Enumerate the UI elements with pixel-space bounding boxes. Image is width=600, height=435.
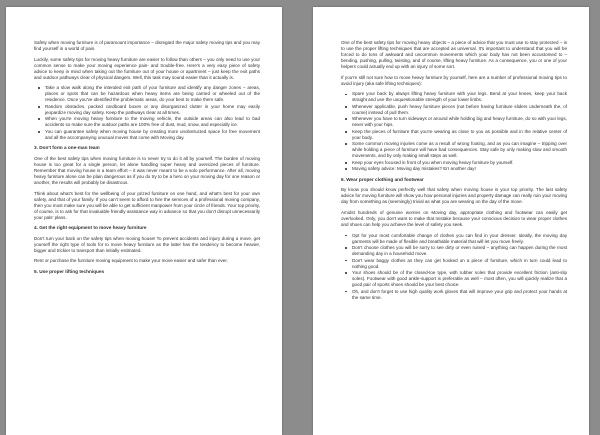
bullet-list — [341, 233, 567, 301]
list-item: Take a slow walk along the intended exit path of your furniture and identify any danger zones – areas, places or spots that can be hazardous when heavy items are being carried or wheeled out of the residence. Once you've identified the problematic areas, do your best to make them safe. — [45, 85, 260, 103]
document-page-left — [6, 7, 282, 435]
list-item: You can guarantee safety when moving house by creating more unobstructed space for free movement and all the accompanying unusual moves that come with Moving day. — [45, 128, 260, 140]
list-item: Some common moving injuries come as a result of wrong footing, and as you can imagine – tripping over while holding a piece of furniture will have bad consequences. Stay safe by only making slow and smooth movements, and by only making small steps as well. — [352, 141, 567, 159]
section-heading: 4. Get the right equipment to move heavy furniture — [34, 225, 147, 231]
paragraph: Luckily, some safety tips for moving heavy furniture are easier to follow than others – you only need to use your common sense to make your moving experience pain- and trouble-free. Here's a very easy piece of safety advice to keep in mind when taking out the furniture out of your house or apartment – just keep the exit paths and outdoor pathways clear of physical dangers. Well, this task may sound easier than it actually is. — [34, 56, 260, 80]
paragraph: Think about what's best for the wellbeing of your prized furniture on one hand, and what's best for your own safety, and that of your family. If you can't seem to afford to hire the services of a professional moving company, then you must make sure you will be able to get sufficient manpower from your circle of friends. Your top priority, of course, is to ask for that invaluable friendly assistance way in advance so that you don't disrupt unnecessarily your pals' plans. — [34, 190, 260, 220]
section-heading: 5. Use proper lifting techniques — [34, 269, 105, 275]
paragraph: Amidst hundreds of genuine worries on Moving day, appropriate clothing and footwear can easily get overlooked. Only, you don't want to make that mistake because your conscious decision to wear proper clothes and shoes can help you achieve the level of safety you seek. — [341, 209, 567, 228]
list-item: Opt for your most comfortable change of clothes you can find in your dresser. Ideally, the moving day garments will be made of flexible and breathable material that will let you move freely. — [352, 232, 567, 244]
list-item: Your shoes should be of the closed-toe type, with rubber soles that provide excellent friction (anti-slip soles). Footwear with good ankle-support is preferable as well – most often, you will quickly realize that a good pair of sports shoes should be your best choice. — [352, 270, 567, 288]
list-item: Oh, and don't forget to use high quality work gloves that will improve your grip and protect your hands at the same time. — [352, 288, 567, 300]
paragraph: Safety when moving furniture is of paramount importance – disregard the major safety moving tips and you may find yourself in a world of pain. — [34, 40, 260, 52]
list-item: Keep the pieces of furniture that you're wearing as close to you as possible and in the relative center of your body. — [352, 128, 567, 140]
list-item: Keep your eyes focused in front of you when moving heavy furniture by yourself. — [352, 160, 567, 166]
list-item: Moving safety advice: Moving day mistakes? Err another day! — [352, 166, 567, 172]
list-item: When you're moving heavy furniture to the moving vehicle, the outside areas can also lead to bad accidents so make sure the outdoor paths are 100% free of dust, mud, snow, and especially ice. — [45, 116, 260, 128]
list-item: Spare your back by always lifting heavy furniture with your legs. Bend at your knees, keep your back straight and use the unquestionable strength of your lower limbs. — [352, 91, 567, 103]
page-content — [34, 40, 260, 280]
section-heading: 3. Don't form a one-man team — [34, 145, 100, 151]
paragraph: One of the best safety tips for moving heavy objects – a piece of advice that you must use to stay protected – is to use the proper lifting techniques that are accepted as universal. It's important to understand that you will be forced to do tons of awkward and uncommon movements which your body has not been accustomed to – bending, pushing, pulling, twisting, and of course, lifting heavy furniture. As a consequence, you or one of your helpers could actually end up with an injury of some sort. — [341, 40, 567, 70]
page-content — [341, 40, 567, 305]
list-item: Don't wear baggy clothes as they can get hooked on a piece of furniture, which in turn could lead to nothing good. — [352, 257, 567, 269]
paragraph: If you're still not sure how to move heavy furniture by yourself, here are a number of professional moving tips to avoid injury (aka safe lifting techniques): — [341, 74, 567, 86]
bullet-list — [341, 91, 567, 172]
paragraph: By know you should know perfectly well that safety when moving house is your top priority. The last safety advice for moving furniture will show you how personal injuries and property damage can really ruin your moving day from something as (seemingly) trivial as what you are wearing on the day of the move. — [341, 187, 567, 205]
paragraph: One of the best safety tips when moving furniture is to never try to do it all by yourself. The burden of moving house is too great for a single person, let alone handling super heavy and oversized pieces of furniture. Remember that moving house is a team effort – it was never meant to be a solo performance. After all, moving heavy furniture alone can be plain dangerous as if you do try to be a hero on your moving day for one reason or another, the results will probably be disastrous. — [34, 155, 260, 186]
paragraph: Don't turn your back on the safety tips when moving house! To prevent accidents and injury during a move, get yourself the right type of tools for to move heavy furniture as the latter has the tendency to become heavier, bigger and trickier to transport than initially estimated. — [34, 235, 260, 253]
document-page-right — [313, 7, 589, 435]
bullet-list — [34, 85, 260, 141]
list-item: Whenever applicable, push heavy furniture pieces (not before having furniture sliders underneath the, of course) instead of pull them. — [352, 103, 567, 115]
list-item: Whenever you have to turn sideways or around while holding big and heavy furniture, do so with your legs, never with your hips. — [352, 116, 567, 128]
list-item: Don't choose clothes you will be sorry to see dirty or even ruined – anything can happen during the most demanding day in a household move. — [352, 245, 567, 257]
section-heading: 6. Wear proper clothing and footwear — [341, 176, 424, 182]
paragraph: Rent or purchase the furniture moving equipment to make your move easier and safer than ever. — [34, 258, 228, 264]
list-item: Random obstacles, packed cardboard boxes or any disorganized clutter in your home may easily jeopardize moving day safety. Keep the pathways clear at all times. — [45, 103, 260, 115]
